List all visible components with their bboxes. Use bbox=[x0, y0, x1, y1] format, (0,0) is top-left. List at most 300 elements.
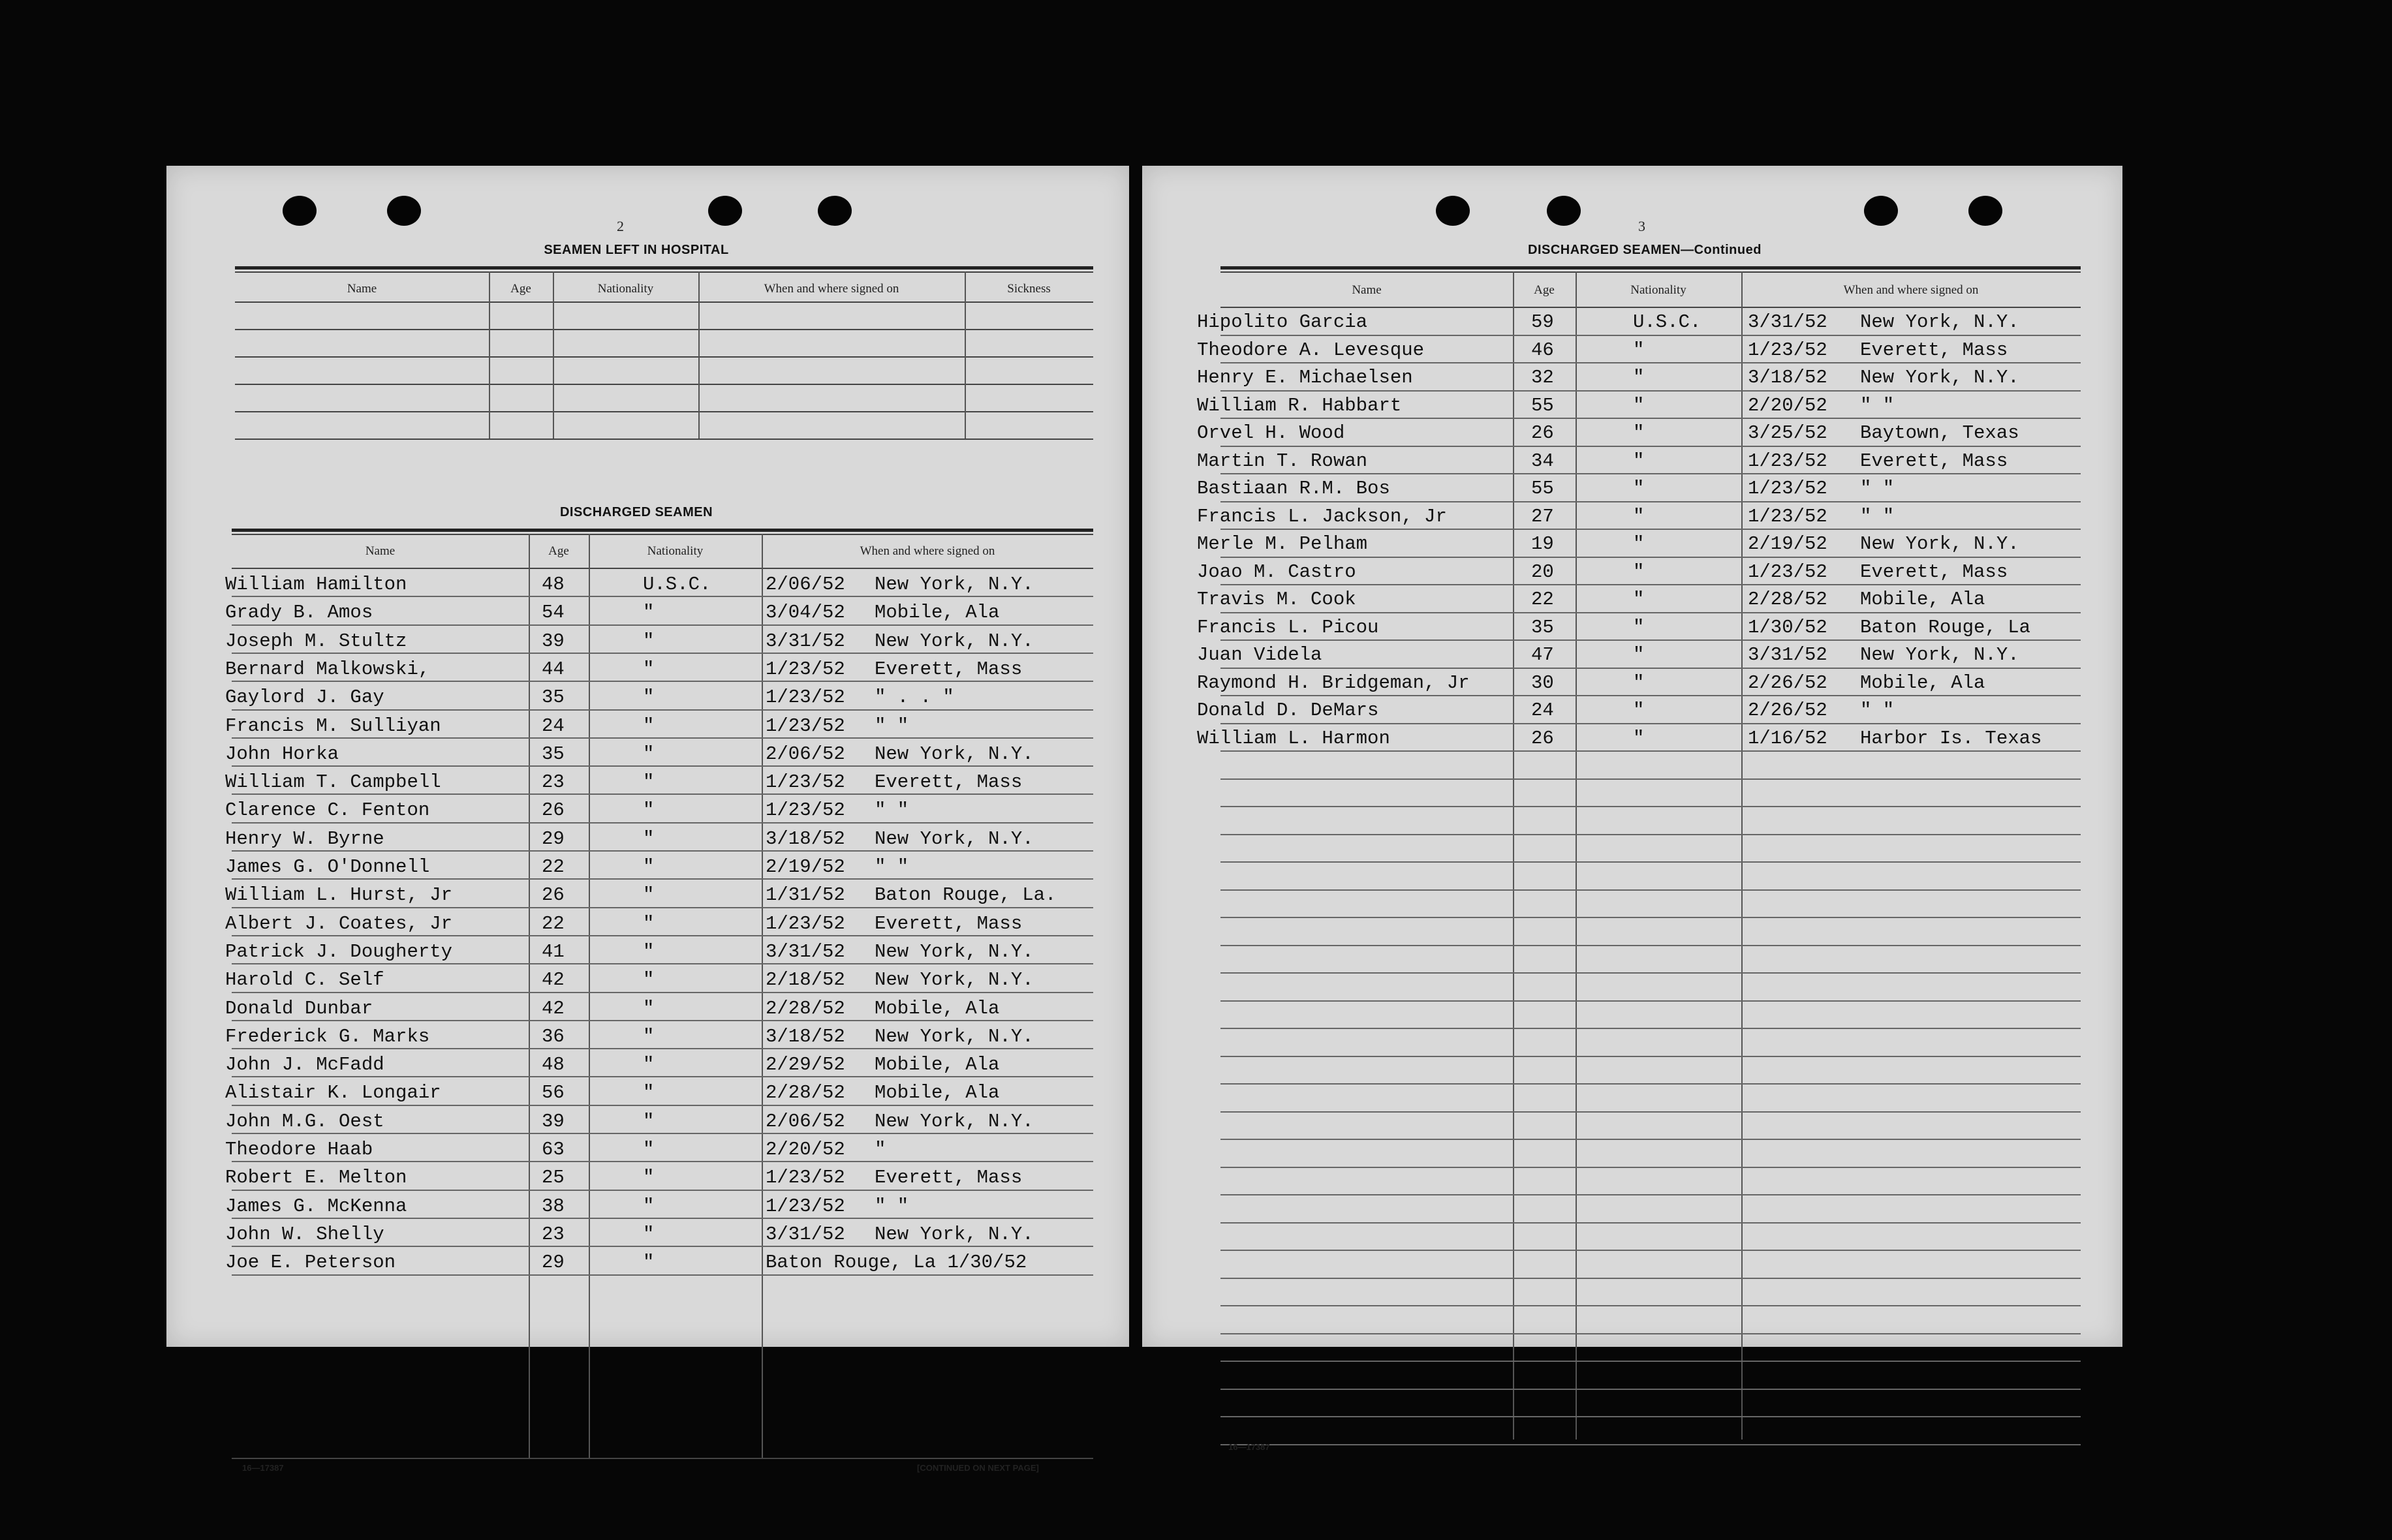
page-number: 3 bbox=[1638, 218, 1645, 234]
seaman-nationality: " bbox=[1633, 589, 1645, 610]
seaman-name: Francis L. Jackson, Jr bbox=[1197, 505, 1447, 527]
signed-on-date: 3/31/52 bbox=[1748, 644, 1827, 666]
signed-on-date: 1/23/52 bbox=[1748, 450, 1827, 472]
signed-on-place: Everett, Mass bbox=[875, 1167, 1023, 1189]
row-rule bbox=[1220, 889, 2081, 891]
seaman-age: 59 bbox=[1531, 311, 1554, 333]
row-rule bbox=[232, 1161, 1093, 1162]
seaman-age: 48 bbox=[542, 574, 565, 595]
seaman-age: 26 bbox=[1531, 727, 1554, 749]
signed-on-place: Everett, Mass bbox=[1860, 339, 2008, 361]
right-header-name: Name bbox=[1352, 283, 1382, 297]
row-rule bbox=[1220, 1194, 2081, 1195]
seaman-age: 25 bbox=[542, 1167, 565, 1189]
seaman-nationality: " bbox=[1633, 394, 1645, 416]
signed-on-place: New York, N.Y. bbox=[875, 630, 1034, 652]
row-rule bbox=[232, 1218, 1093, 1219]
signed-on-place: Everett, Mass bbox=[1860, 450, 2008, 472]
row-rule bbox=[232, 653, 1093, 654]
seaman-age: 42 bbox=[542, 997, 565, 1019]
seaman-name: Clarence C. Fenton bbox=[225, 799, 430, 822]
signed-on-date: 1/23/52 bbox=[766, 1167, 845, 1189]
signed-on-date: 2/26/52 bbox=[1748, 700, 1827, 721]
seaman-age: 35 bbox=[542, 686, 565, 709]
row-rule bbox=[232, 1076, 1093, 1077]
seaman-age: 27 bbox=[1531, 505, 1554, 527]
seaman-name: Raymond H. Bridgeman, Jr bbox=[1197, 671, 1470, 694]
seaman-age: 22 bbox=[542, 856, 565, 878]
seaman-age: 55 bbox=[1531, 394, 1554, 416]
seaman-name: Joao M. Castro bbox=[1197, 561, 1356, 583]
row-rule bbox=[232, 907, 1093, 908]
seaman-name: Henry E. Michaelsen bbox=[1197, 367, 1413, 388]
seaman-nationality: " bbox=[643, 1110, 655, 1132]
signed-on-date: 2/20/52 bbox=[1748, 394, 1827, 416]
discharged-header-age: Age bbox=[548, 544, 569, 558]
row-rule bbox=[232, 737, 1093, 739]
seaman-age: 56 bbox=[542, 1082, 565, 1104]
seaman-name: Francis M. Sulliyan bbox=[225, 715, 441, 737]
signed-on-date: 1/23/52 bbox=[766, 912, 845, 934]
signed-on-date: 1/23/52 bbox=[766, 658, 845, 680]
discharged-continued-title: DISCHARGED SEAMEN—Continued bbox=[1528, 243, 1762, 257]
signed-on-date: 2/06/52 bbox=[766, 743, 845, 765]
row-rule bbox=[1220, 1167, 2081, 1168]
discharged-section-title: DISCHARGED SEAMEN bbox=[559, 505, 713, 519]
seaman-name: William L. Hurst, Jr bbox=[225, 884, 453, 906]
seaman-nationality: " bbox=[643, 1167, 655, 1189]
seaman-name: Francis L. Picou bbox=[1197, 616, 1379, 638]
row-rule bbox=[232, 1274, 1093, 1276]
signed-on-place: " " bbox=[875, 1195, 909, 1217]
seaman-nationality: " bbox=[1633, 367, 1645, 388]
seaman-name: Hipolito Garcia bbox=[1197, 311, 1368, 333]
row-rule bbox=[1220, 750, 2081, 752]
signed-on-place: New York, N.Y. bbox=[875, 1110, 1034, 1132]
signed-on-date: 2/28/52 bbox=[1748, 589, 1827, 610]
row-rule bbox=[1220, 418, 2081, 419]
row-rule bbox=[1220, 362, 2081, 363]
signed-on-place: Mobile, Ala bbox=[875, 997, 1000, 1019]
seaman-age: 35 bbox=[1531, 616, 1554, 638]
signed-on-date: 3/25/52 bbox=[1748, 422, 1827, 444]
signed-on-place: New York, N.Y. bbox=[875, 1025, 1034, 1047]
seaman-name: Theodore Haab bbox=[225, 1139, 373, 1160]
row-rule bbox=[1220, 668, 2081, 669]
row-rule bbox=[1220, 390, 2081, 392]
seaman-name: Albert J. Coates, Jr bbox=[225, 912, 453, 934]
row-rule bbox=[1220, 639, 2081, 641]
seaman-name: Martin T. Rowan bbox=[1197, 450, 1368, 472]
row-rule bbox=[1220, 1278, 2081, 1279]
seaman-nationality: " bbox=[643, 715, 655, 737]
seaman-age: 26 bbox=[542, 799, 565, 822]
seaman-age: 39 bbox=[542, 1110, 565, 1132]
row-rule bbox=[1220, 557, 2081, 558]
form-number: 16—17387 bbox=[1228, 1442, 1270, 1452]
signed-on-date: 2/06/52 bbox=[766, 574, 845, 595]
seaman-name: Harold C. Self bbox=[225, 969, 384, 991]
seaman-age: 39 bbox=[542, 630, 565, 652]
signed-on-date: 2/06/52 bbox=[766, 1110, 845, 1132]
seaman-name: James G. O'Donnell bbox=[225, 856, 430, 878]
signed-on-date: 2/18/52 bbox=[766, 969, 845, 991]
signed-on-place: " " bbox=[875, 715, 909, 737]
seaman-age: 44 bbox=[542, 658, 565, 680]
seaman-nationality: " bbox=[1633, 339, 1645, 361]
signed-on-place: " " bbox=[875, 856, 909, 878]
right-page bbox=[1142, 166, 2122, 1452]
seaman-age: 24 bbox=[542, 715, 565, 737]
punch-hole bbox=[818, 196, 852, 226]
discharged-header-name: Name bbox=[365, 544, 396, 558]
signed-on-place: New York, N.Y. bbox=[875, 743, 1034, 765]
seaman-name: Joe E. Peterson bbox=[225, 1252, 396, 1274]
row-rule bbox=[1220, 529, 2081, 530]
row-rule bbox=[1220, 972, 2081, 974]
seaman-name: Bastiaan R.M. Bos bbox=[1197, 478, 1390, 499]
signed-on-place: " " bbox=[875, 799, 909, 822]
seaman-age: 22 bbox=[542, 912, 565, 934]
row-rule bbox=[1220, 1305, 2081, 1306]
seaman-age: 29 bbox=[542, 827, 565, 850]
row-rule bbox=[1220, 1389, 2081, 1390]
signed-on-date: 1/23/52 bbox=[766, 1195, 845, 1217]
seaman-nationality: " bbox=[643, 827, 655, 850]
seaman-age: 46 bbox=[1531, 339, 1554, 361]
seaman-age: 47 bbox=[1531, 644, 1554, 666]
seaman-nationality: " bbox=[643, 799, 655, 822]
seaman-age: 29 bbox=[542, 1252, 565, 1274]
row-rule bbox=[232, 935, 1093, 936]
row-rule bbox=[232, 1048, 1093, 1049]
row-rule bbox=[1220, 335, 2081, 336]
signed-on-place: " " bbox=[1860, 505, 1895, 527]
seaman-age: 63 bbox=[542, 1139, 565, 1160]
seaman-age: 23 bbox=[542, 771, 565, 793]
row-rule bbox=[232, 822, 1093, 824]
seaman-nationality: " bbox=[643, 658, 655, 680]
row-rule bbox=[1220, 1222, 2081, 1224]
seaman-nationality: " bbox=[643, 686, 655, 709]
seaman-nationality: " bbox=[1633, 616, 1645, 638]
row-rule bbox=[232, 850, 1093, 852]
seaman-nationality: " bbox=[1633, 422, 1645, 444]
signed-on-place: " . . " bbox=[875, 686, 954, 709]
signed-on-date: 2/29/52 bbox=[766, 1054, 845, 1076]
seaman-age: 20 bbox=[1531, 561, 1554, 583]
signed-on-date: 3/18/52 bbox=[766, 827, 845, 850]
seaman-nationality: " bbox=[643, 1252, 655, 1274]
seaman-age: 41 bbox=[542, 940, 565, 962]
signed-on-date: 3/31/52 bbox=[1748, 311, 1827, 333]
signed-on-place: Mobile, Ala bbox=[1860, 589, 1985, 610]
seaman-name: Frederick G. Marks bbox=[225, 1025, 430, 1047]
signed-on-date: 1/23/52 bbox=[1748, 478, 1827, 499]
seaman-name: John M.G. Oest bbox=[225, 1110, 384, 1132]
punch-hole bbox=[283, 196, 317, 226]
signed-on-place: Mobile, Ala bbox=[1860, 671, 1985, 694]
row-rule bbox=[1220, 1333, 2081, 1334]
signed-on-place: Baytown, Texas bbox=[1860, 422, 2019, 444]
seaman-name: Travis M. Cook bbox=[1197, 589, 1356, 610]
seaman-name: Robert E. Melton bbox=[225, 1167, 407, 1189]
signed-on-place: Mobile, Ala bbox=[875, 1082, 1000, 1104]
row-rule bbox=[1220, 501, 2081, 502]
page-number: 2 bbox=[617, 218, 624, 234]
seaman-name: Henry W. Byrne bbox=[225, 827, 384, 850]
seaman-name: Juan Videla bbox=[1197, 644, 1322, 666]
signed-on-date: 2/28/52 bbox=[766, 997, 845, 1019]
right-header-when-where: When and where signed on bbox=[1843, 283, 1979, 297]
seaman-nationality: U.S.C. bbox=[1633, 311, 1701, 333]
hospital-header-age: Age bbox=[510, 282, 531, 296]
seaman-name: Alistair K. Longair bbox=[225, 1082, 441, 1104]
hospital-header-sickness: Sickness bbox=[1007, 282, 1051, 296]
row-rule bbox=[1220, 723, 2081, 724]
seaman-nationality: " bbox=[1633, 505, 1645, 527]
signed-on-date: 1/23/52 bbox=[766, 799, 845, 822]
seaman-name: William Hamilton bbox=[225, 574, 407, 595]
seaman-age: 42 bbox=[542, 969, 565, 991]
seaman-name: Grady B. Amos bbox=[225, 602, 373, 624]
signed-on-place: " " bbox=[1860, 394, 1895, 416]
signed-on-place: Everett, Mass bbox=[1860, 561, 2008, 583]
row-rule bbox=[1220, 446, 2081, 447]
punch-hole bbox=[1864, 196, 1898, 226]
signed-on-place: New York, N.Y. bbox=[1860, 533, 2019, 555]
signed-on-place: New York, N.Y. bbox=[875, 1223, 1034, 1245]
seaman-nationality: " bbox=[643, 602, 655, 624]
seaman-age: 38 bbox=[542, 1195, 565, 1217]
row-rule bbox=[232, 1246, 1093, 1247]
hospital-header-name: Name bbox=[347, 282, 377, 296]
continued-note: [CONTINUED ON NEXT PAGE] bbox=[917, 1463, 1039, 1473]
seaman-nationality: " bbox=[643, 997, 655, 1019]
punch-hole bbox=[1436, 196, 1470, 226]
row-rule bbox=[1220, 1139, 2081, 1140]
punch-hole bbox=[1968, 196, 2002, 226]
seaman-name: Donald D. DeMars bbox=[1197, 700, 1379, 721]
seaman-name: Bernard Malkowski, bbox=[225, 658, 430, 680]
form-number: 16—17387 bbox=[242, 1463, 284, 1473]
seaman-nationality: " bbox=[1633, 644, 1645, 666]
seaman-name: James G. McKenna bbox=[225, 1195, 407, 1217]
seaman-name: Orvel H. Wood bbox=[1197, 422, 1345, 444]
signed-on-place: Harbor Is. Texas bbox=[1860, 727, 2042, 749]
seaman-name: William L. Harmon bbox=[1197, 727, 1390, 749]
signed-on-date: 1/30/52 bbox=[1748, 616, 1827, 638]
discharged-header-when-where: When and where signed on bbox=[860, 544, 995, 558]
row-rule bbox=[232, 596, 1093, 597]
row-rule bbox=[1220, 1444, 2081, 1445]
row-rule bbox=[1220, 1056, 2081, 1057]
seaman-name: Donald Dunbar bbox=[225, 997, 373, 1019]
signed-on-place: Baton Rouge, La bbox=[1860, 616, 2031, 638]
seaman-nationality: " bbox=[643, 630, 655, 652]
row-rule bbox=[1220, 1416, 2081, 1417]
seaman-name: William T. Campbell bbox=[225, 771, 441, 793]
row-rule bbox=[1220, 1083, 2081, 1085]
signed-on-place: Everett, Mass bbox=[875, 912, 1023, 934]
row-rule bbox=[1220, 584, 2081, 585]
signed-on-date: Baton Rouge, La 1/30/52 bbox=[766, 1252, 1027, 1274]
signed-on-place: New York, N.Y. bbox=[1860, 311, 2019, 333]
signed-on-date: 1/23/52 bbox=[766, 715, 845, 737]
row-rule bbox=[232, 1105, 1093, 1106]
signed-on-date: 3/18/52 bbox=[766, 1025, 845, 1047]
seaman-nationality: " bbox=[643, 940, 655, 962]
signed-on-date: 3/18/52 bbox=[1748, 367, 1827, 388]
signed-on-date: 1/23/52 bbox=[1748, 505, 1827, 527]
punch-hole bbox=[1547, 196, 1581, 226]
row-rule bbox=[1220, 1000, 2081, 1002]
seaman-name: Joseph M. Stultz bbox=[225, 630, 407, 652]
row-rule bbox=[232, 1020, 1093, 1021]
signed-on-date: 1/23/52 bbox=[766, 686, 845, 709]
row-rule bbox=[232, 963, 1093, 964]
seaman-name: William R. Habbart bbox=[1197, 394, 1402, 416]
row-rule bbox=[1220, 778, 2081, 780]
seaman-name: John W. Shelly bbox=[225, 1223, 384, 1245]
seaman-name: Merle M. Pelham bbox=[1197, 533, 1368, 555]
seaman-age: 36 bbox=[542, 1025, 565, 1047]
seaman-age: 26 bbox=[1531, 422, 1554, 444]
signed-on-place: Baton Rouge, La. bbox=[875, 884, 1057, 906]
row-rule bbox=[1220, 473, 2081, 474]
seaman-nationality: " bbox=[643, 912, 655, 934]
seaman-nationality: " bbox=[1633, 561, 1645, 583]
signed-on-place: Everett, Mass bbox=[875, 771, 1023, 793]
signed-on-date: 2/19/52 bbox=[1748, 533, 1827, 555]
row-rule bbox=[1220, 1028, 2081, 1029]
right-header-nationality: Nationality bbox=[1630, 283, 1686, 297]
signed-on-date: 1/31/52 bbox=[766, 884, 845, 906]
row-rule bbox=[232, 765, 1093, 767]
seaman-age: 32 bbox=[1531, 367, 1554, 388]
signed-on-place: Mobile, Ala bbox=[875, 602, 1000, 624]
row-rule bbox=[1220, 861, 2081, 863]
seaman-name: Theodore A. Levesque bbox=[1197, 339, 1425, 361]
seaman-nationality: " bbox=[643, 1223, 655, 1245]
seaman-nationality: " bbox=[643, 1195, 655, 1217]
seaman-nationality: " bbox=[643, 856, 655, 878]
signed-on-date: 2/28/52 bbox=[766, 1082, 845, 1104]
signed-on-place: New York, N.Y. bbox=[875, 969, 1034, 991]
signed-on-date: 2/19/52 bbox=[766, 856, 845, 878]
hospital-header-nationality: Nationality bbox=[597, 282, 654, 296]
seaman-nationality: " bbox=[643, 743, 655, 765]
seaman-nationality: U.S.C. bbox=[643, 574, 711, 595]
seaman-nationality: " bbox=[643, 1054, 655, 1076]
signed-on-date: 3/31/52 bbox=[766, 1223, 845, 1245]
row-rule bbox=[1220, 612, 2081, 613]
hospital-section-title: SEAMEN LEFT IN HOSPITAL bbox=[544, 243, 729, 257]
signed-on-date: 1/23/52 bbox=[1748, 561, 1827, 583]
row-rule bbox=[1220, 945, 2081, 946]
row-rule bbox=[232, 709, 1093, 711]
seaman-age: 55 bbox=[1531, 478, 1554, 499]
seaman-age: 24 bbox=[1531, 700, 1554, 721]
punch-hole bbox=[708, 196, 742, 226]
signed-on-date: 3/04/52 bbox=[766, 602, 845, 624]
seaman-age: 30 bbox=[1531, 671, 1554, 694]
seaman-nationality: " bbox=[643, 884, 655, 906]
seaman-nationality: " bbox=[643, 969, 655, 991]
seaman-name: Gaylord J. Gay bbox=[225, 686, 384, 709]
seaman-nationality: " bbox=[643, 1082, 655, 1104]
signed-on-place: New York, N.Y. bbox=[1860, 644, 2019, 666]
signed-on-date: 3/31/52 bbox=[766, 630, 845, 652]
row-rule bbox=[1220, 1250, 2081, 1251]
signed-on-place: " " bbox=[1860, 478, 1895, 499]
row-rule bbox=[232, 878, 1093, 880]
seaman-name: John Horka bbox=[225, 743, 339, 765]
row-rule bbox=[232, 1190, 1093, 1191]
row-rule bbox=[232, 1133, 1093, 1134]
row-rule bbox=[1220, 917, 2081, 918]
seaman-nationality: " bbox=[643, 1139, 655, 1160]
left-page bbox=[166, 166, 1129, 1473]
signed-on-place: " " bbox=[1860, 700, 1895, 721]
seaman-age: 22 bbox=[1531, 589, 1554, 610]
seaman-age: 35 bbox=[542, 743, 565, 765]
signed-on-date: 2/20/52 bbox=[766, 1139, 845, 1160]
discharged-header-nationality: Nationality bbox=[647, 544, 704, 558]
signed-on-place: Mobile, Ala bbox=[875, 1054, 1000, 1076]
signed-on-place: " bbox=[875, 1139, 886, 1160]
seaman-age: 54 bbox=[542, 602, 565, 624]
seaman-age: 34 bbox=[1531, 450, 1554, 472]
seaman-nationality: " bbox=[1633, 671, 1645, 694]
row-rule bbox=[1220, 806, 2081, 807]
signed-on-date: 3/31/52 bbox=[766, 940, 845, 962]
seaman-age: 26 bbox=[542, 884, 565, 906]
seaman-nationality: " bbox=[1633, 450, 1645, 472]
seaman-age: 48 bbox=[542, 1054, 565, 1076]
signed-on-place: New York, N.Y. bbox=[875, 940, 1034, 962]
hospital-header-when-where: When and where signed on bbox=[764, 282, 899, 296]
seaman-name: Patrick J. Dougherty bbox=[225, 940, 453, 962]
right-header-age: Age bbox=[1534, 283, 1555, 297]
row-rule bbox=[1220, 834, 2081, 835]
signed-on-place: New York, N.Y. bbox=[875, 574, 1034, 595]
seaman-nationality: " bbox=[1633, 478, 1645, 499]
seaman-age: 23 bbox=[542, 1223, 565, 1245]
signed-on-place: New York, N.Y. bbox=[1860, 367, 2019, 388]
signed-on-date: 1/23/52 bbox=[766, 771, 845, 793]
signed-on-place: Everett, Mass bbox=[875, 658, 1023, 680]
seaman-nationality: " bbox=[1633, 700, 1645, 721]
seaman-nationality: " bbox=[643, 771, 655, 793]
signed-on-place: New York, N.Y. bbox=[875, 827, 1034, 850]
signed-on-date: 1/23/52 bbox=[1748, 339, 1827, 361]
row-rule bbox=[232, 681, 1093, 682]
punch-hole bbox=[387, 196, 421, 226]
signed-on-date: 2/26/52 bbox=[1748, 671, 1827, 694]
signed-on-date: 1/16/52 bbox=[1748, 727, 1827, 749]
row-rule bbox=[1220, 695, 2081, 696]
seaman-name: John J. McFadd bbox=[225, 1054, 384, 1076]
row-rule bbox=[232, 992, 1093, 993]
row-rule bbox=[1220, 1361, 2081, 1362]
seaman-nationality: " bbox=[1633, 533, 1645, 555]
seaman-age: 19 bbox=[1531, 533, 1554, 555]
row-rule bbox=[1220, 1111, 2081, 1113]
row-rule bbox=[232, 624, 1093, 626]
seaman-nationality: " bbox=[643, 1025, 655, 1047]
seaman-nationality: " bbox=[1633, 727, 1645, 749]
